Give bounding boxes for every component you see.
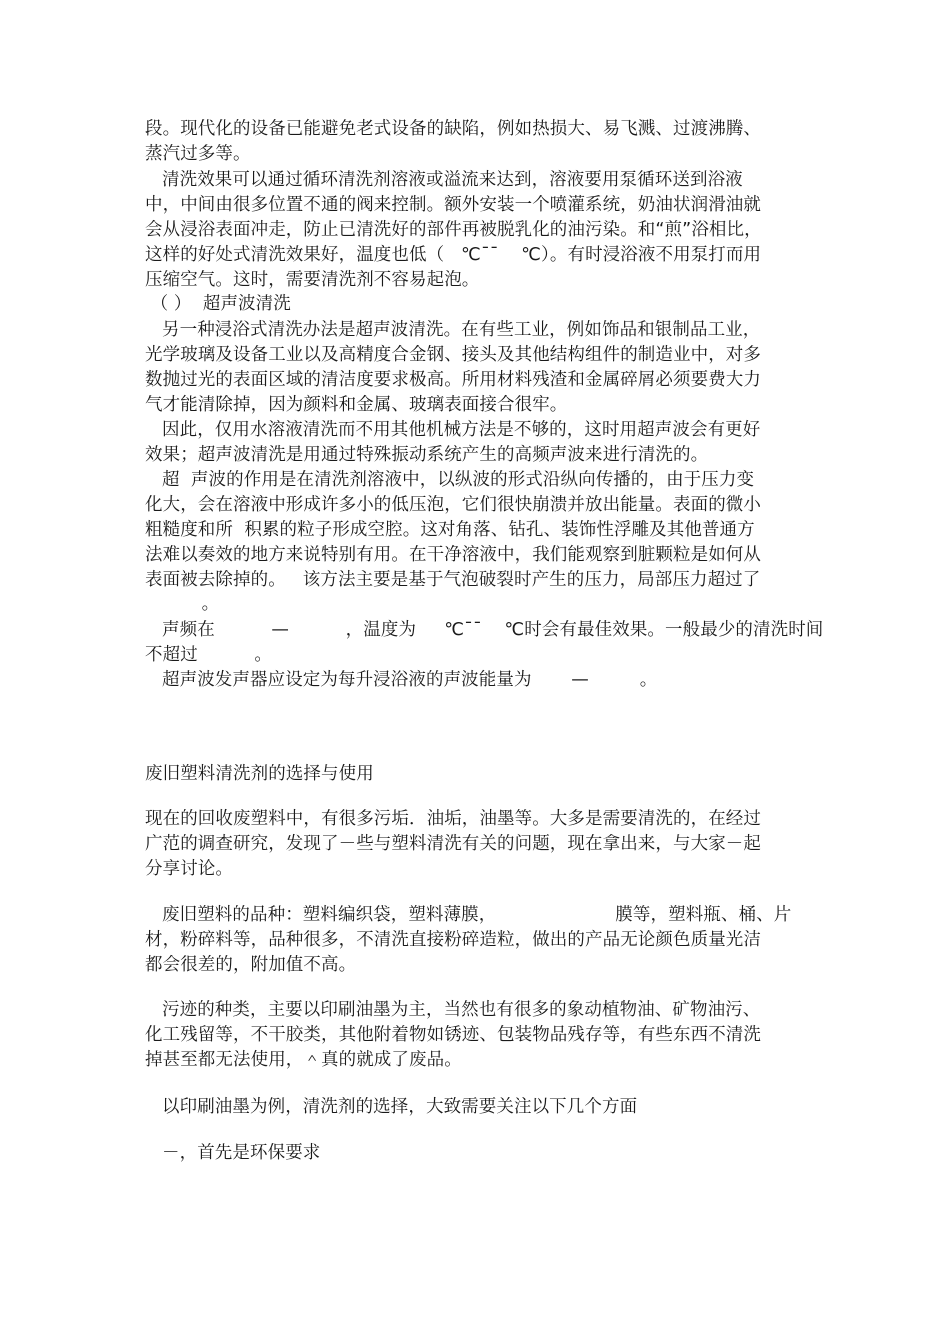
text-line: 不超过 。 <box>145 645 273 665</box>
text-line: 法难以奏效的地方来说特别有用。在干净溶液中，我们能观察到脏颗粒是如何从 <box>145 545 761 565</box>
text-line: 化大，会在溶液中形成许多小的低压泡，它们很快崩溃并放出能量。表面的微小 <box>145 495 761 515</box>
text-line: 。 <box>145 594 220 614</box>
text-line: 因此，仅用水溶液清洗而不用其他机械方法是不够的，这时用超声波会有更好 <box>145 420 761 440</box>
text-line: 都会很差的，附加值不高。 <box>145 955 357 975</box>
text-line: 材，粉碎料等，品种很多，不清洗直接粉碎造粒，做出的产品无论颜色质量光洁 <box>145 930 761 950</box>
text-line: 粗糙度和所 积累的粒子形成空腔。这对角落、钻孔、装饰性浮雕及其他普通方 <box>145 520 755 540</box>
section-title: 废旧塑料清洗剂的选择与使用 <box>145 764 374 784</box>
text-line: 另一种浸浴式清洗办法是超声波清洗。在有些工业，例如饰品和银制品工业， <box>145 320 761 340</box>
text-line: 数抛过光的表面区域的清洁度要求极高。所用材料残渣和金属碎屑必须要费大力 <box>145 370 761 390</box>
text-line: 广范的调查研究，发现了－些与塑料清洗有关的问题，现在拿出来，与大家－起 <box>145 834 761 854</box>
subsection-heading: （ ） 超声波清洗 <box>145 294 291 314</box>
text-line: 超声波发声器应设定为每升浸浴液的声波能量为 — 。 <box>145 670 658 690</box>
text-line: －，首先是环保要求 <box>145 1143 321 1163</box>
text-line: 掉甚至都无法使用，＾真的就成了废品。 <box>145 1050 462 1070</box>
text-line: 化工残留等，不干胶类，其他附着物如锈迹、包装物品残存等，有些东西不清洗 <box>145 1025 761 1045</box>
text-line: 段。现代化的设备已能避免老式设备的缺陷，例如热损大、易飞溅、过渡沸腾、 <box>145 119 761 139</box>
text-line: 这样的好处式清洗效果好，温度也低（ ℃¯¯ ℃）。有时浸浴液不用泵打而用 <box>145 245 762 265</box>
text-line: 清洗效果可以通过循环清洗剂溶液或溢流来达到，溶液要用泵循环送到浴液 <box>145 170 743 190</box>
text-line: 以印刷油墨为例，清洗剂的选择，大致需要关注以下几个方面 <box>145 1097 638 1117</box>
text-line: 超 声波的作用是在清洗剂溶液中，以纵波的形式沿纵向传播的，由于压力变 <box>145 470 755 490</box>
text-line: 表面被去除掉的。 该方法主要是基于气泡破裂时产生的压力，局部压力超过了 <box>145 570 761 590</box>
text-line: 污迹的种类，主要以印刷油墨为主，当然也有很多的象动植物油、矿物油污、 <box>145 1000 761 1020</box>
text-line: 气才能清除掉，因为颜料和金属、玻璃表面接合很牢。 <box>145 395 568 415</box>
text-line: 现在的回收废塑料中，有很多污垢．油垢，油墨等。大多是需要清洗的，在经过 <box>145 809 761 829</box>
text-line: 压缩空气。这时，需要清洗剂不容易起泡。 <box>145 270 480 290</box>
text-line: 分享讨论。 <box>145 859 233 879</box>
text-line: 蒸汽过多等。 <box>145 144 251 164</box>
text-line: 会从浸浴表面冲走，防止已清洗好的部件再被脱乳化的油污染。和“煎”浴相比， <box>145 220 762 240</box>
text-line: 声频在 — ，温度为 ℃¯¯ ℃时会有最佳效果。一般最少的清洗时间 <box>145 620 824 640</box>
text-line: 效果；超声波清洗是用通过特殊振动系统产生的高频声波来进行清洗的。 <box>145 445 709 465</box>
text-line: 光学玻璃及设备工业以及高精度合金钢、接头及其他结构组件的制造业中，对多 <box>145 345 761 365</box>
text-line: 中，中间由很多位置不通的阀来控制。额外安装一个喷灌系统，奶油状润滑油就 <box>145 195 761 215</box>
text-line: 废旧塑料的品种：塑料编织袋，塑料薄膜， 膜等，塑料瓶、桶、片 <box>145 905 792 925</box>
